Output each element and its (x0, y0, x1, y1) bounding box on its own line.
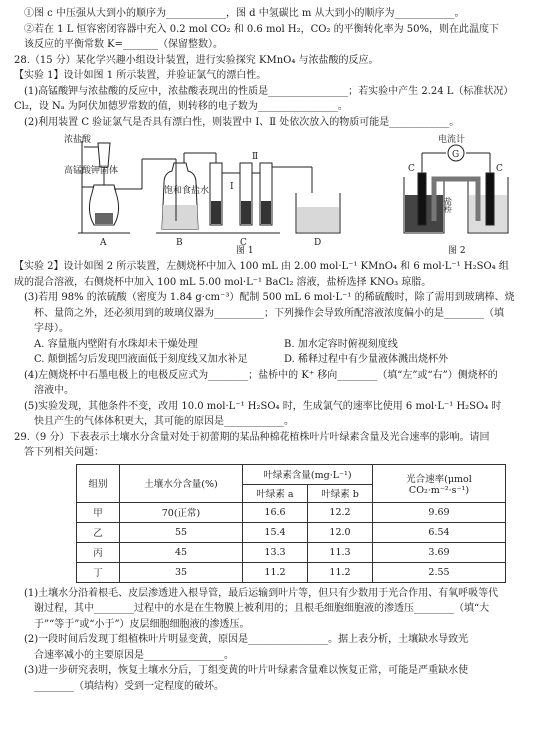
table-cell: 12.2 (308, 502, 373, 522)
table-row (77, 502, 506, 522)
label-c: C (240, 238, 247, 248)
table-row (77, 522, 506, 542)
q29-q2-a: (2)一段时间后发现丁组植株叶片明显变黄，原因是________________。据上表分析，土壤缺水导致光 (24, 634, 469, 645)
apparatus-a (78, 141, 142, 233)
table-row (77, 542, 506, 562)
table-cell: 15.4 (243, 522, 308, 542)
figures-row (14, 133, 524, 257)
table-cell: 9.69 (373, 502, 506, 522)
q28-q3-b: 杯、量筒之外，还必须用到的玻璃仪器为__________；下列操作会导致所配溶液浓度偏小的是________（填 (34, 307, 504, 319)
table-cell: 55 (120, 522, 243, 542)
table-header-rate: 光合速率(μmol CO₂·m⁻²·s⁻¹) (373, 464, 506, 502)
label-d: D (314, 238, 322, 248)
option-d: D. 稀释过程中有少量液体溅出烧杯外 (284, 354, 449, 365)
label-ii: Ⅱ (252, 152, 259, 162)
label-kmno4: 高锰酸钾固体 (64, 166, 119, 176)
q27-line-3: 该反应的平衡常数 K=_______（保留整数）。 (24, 39, 224, 50)
table-cell: 11.2 (243, 562, 308, 582)
table-cell: 45 (120, 542, 243, 562)
chlorophyll-table (76, 464, 506, 583)
table-cell: 11.2 (308, 562, 373, 582)
table-cell: 2.55 (373, 562, 506, 582)
q29-q3-b: ________（填结构）受到一定程度的破坏。 (34, 680, 224, 692)
table-cell: 35 (120, 562, 243, 582)
figure-2-cell (386, 133, 526, 251)
table-cell: 3.69 (373, 542, 506, 562)
label-b: B (176, 238, 183, 248)
label-c-right: C (496, 164, 503, 174)
q28-q5-a: (5)实验发现，其他条件不变，改用 10.0 mol·L⁻¹ H₂SO₄ 时，生成氯气的速率比使用 6 mol·L⁻¹ H₂SO₄ 时 (24, 400, 502, 412)
option-a: A. 容量瓶内壁附有水珠却未干燥处理 (34, 338, 198, 350)
q28-options-cd (14, 352, 524, 368)
table-cell: 乙 (77, 522, 120, 542)
label-a: A (100, 238, 107, 248)
table-cell: 丙 (77, 542, 120, 562)
q29-q1-b: 谢过程，其中________过程中的水是在生物膜上被利用的；且根毛细胞细胞液的渗透压________（填“大 (34, 603, 490, 614)
table-row (77, 562, 506, 582)
label-hcl: 浓盐酸 (64, 135, 92, 145)
label-c-left: C (408, 164, 415, 174)
q28-q2: (2)利用装置 C 验证氯气是否具有漂白性，则装置中 Ⅰ、Ⅱ 处依次放入的物质可能是____________。 (24, 116, 460, 128)
q27-line-1: ①图 c 中压强从大到小的顺序为____________，图 d 中氢碳比 m 从大到小的顺序为____________。 (24, 8, 465, 19)
q27-line-2: ②若在 1 L 恒容密闭容器中充入 0.2 mol CO₂ 和 0.6 mol H₂，CO₂ 的平衡转化率为 50%，则在此温度下 (24, 23, 500, 35)
q28-q3-c: 字母）。 (34, 323, 69, 334)
option-b: B. 加水定容时俯视刻度线 (284, 338, 398, 350)
q28-exp1: 【实验 1】设计如图 1 所示装置，并验证氯气的漂白性。 (14, 70, 267, 81)
table-cell: 12.0 (308, 522, 373, 542)
q28-options-ab (14, 337, 524, 353)
option-c: C. 颠倒摇匀后发现凹液面低于刻度线又加水补足 (34, 354, 248, 365)
q28-exp2-b: 成的混合溶液，右侧烧杯中加入 100 mL 5.00 mol·L⁻¹ BaCl₂ 溶液，盐桥选择 KNO₃ 琼脂。 (14, 276, 432, 288)
q29-title-2: 答下列相关问题： (24, 447, 104, 458)
q29-q1-a: (1)土壤水分沿着根毛、皮层渗透进入根导管，最后运输到叶片等，但只有少数用于光合作用、有氧呼吸等代 (24, 587, 499, 599)
caption-figure-2: 图 2 (448, 246, 466, 256)
label-nacl: 饱和食盐水 (164, 186, 210, 196)
label-i: Ⅰ (230, 182, 234, 192)
apparatus-d (272, 167, 340, 233)
table-cell: 6.54 (373, 522, 506, 542)
label-g: G (452, 150, 460, 160)
table-cell: 甲 (77, 502, 120, 522)
table-header-chl-a: 叶绿素 a (243, 484, 308, 502)
q28-title: 28.（15 分）某化学兴趣小组设计装置，进行实验探究 KMnO₄ 与浓盐酸的反应。 (14, 54, 379, 66)
table-header-chl-b: 叶绿素 b (308, 484, 373, 502)
q29-q1-c: 于”“等于”或“小于”）皮层细胞细胞液的渗透压。 (34, 618, 250, 630)
table-header-chlorophyll: 叶绿素含量(mg·L⁻¹) (243, 464, 373, 484)
table-header-group: 组别 (77, 464, 120, 502)
q29-q2-b: 合速率减小的主要原因是________________。 (34, 649, 234, 661)
q28-q4-b: 溶液中。 (34, 385, 74, 396)
q28-q1-b: Cl₂，设 Nₐ 为阿伏加德罗常数的值，则转移的电子数为________________。 (14, 101, 348, 112)
caption-figure-1: 图 1 (236, 246, 254, 256)
label-bridge: 盐桥 (443, 197, 453, 213)
q28-q4-a: (4)左侧烧杯中石墨电极上的电极反应式为________；盐桥中的 K⁺ 移向________（填“左”或“右”）侧烧杯的 (24, 369, 498, 381)
q28-exp2-a: 【实验 2】设计如图 2 所示装置，左侧烧杯中加入 100 mL 由 2.00 mol·L⁻¹ KMnO₄ 和 6 mol·L⁻¹ H₂SO₄ 组 (14, 261, 509, 272)
q28-q5-b: 快且产生的气体体积更大，其可能的原因是____________。 (34, 416, 294, 427)
q28-q1-a: (1)高锰酸钾与浓盐酸的反应中，浓盐酸表现出的性质是________________；若实验中产生 2.24 L（标准状况） (24, 85, 514, 97)
table-cell: 70(正常) (120, 502, 243, 522)
q29-title-1: 29.（9 分）下表表示土壤水分含量对处于初蕾期的某品种棉花植株叶片叶绿素含量及光合速率的影响。请回 (14, 431, 490, 443)
table-cell: 13.3 (243, 542, 308, 562)
figure-1-apparatus (64, 133, 384, 251)
q28-q3-a: (3)若用 98% 的浓硫酸（密度为 1.84 g·cm⁻³）配制 500 mL 6 mol·L⁻¹ 的稀硫酸时，除了需用到玻璃棒、烧 (24, 292, 515, 303)
table-cell: 16.6 (243, 502, 308, 522)
table-cell: 11.3 (308, 542, 373, 562)
label-meter: 电流计 (438, 135, 466, 145)
table-cell: 丁 (77, 562, 120, 582)
table-header-water: 土壤水分含量(%) (120, 464, 243, 502)
apparatus-c (204, 153, 280, 233)
q29-q3-a: (3)进一步研究表明，恢复土壤水分后，丁组变黄的叶片叶绿素含量难以恢复正常，可能是严重缺水使 (24, 665, 469, 676)
